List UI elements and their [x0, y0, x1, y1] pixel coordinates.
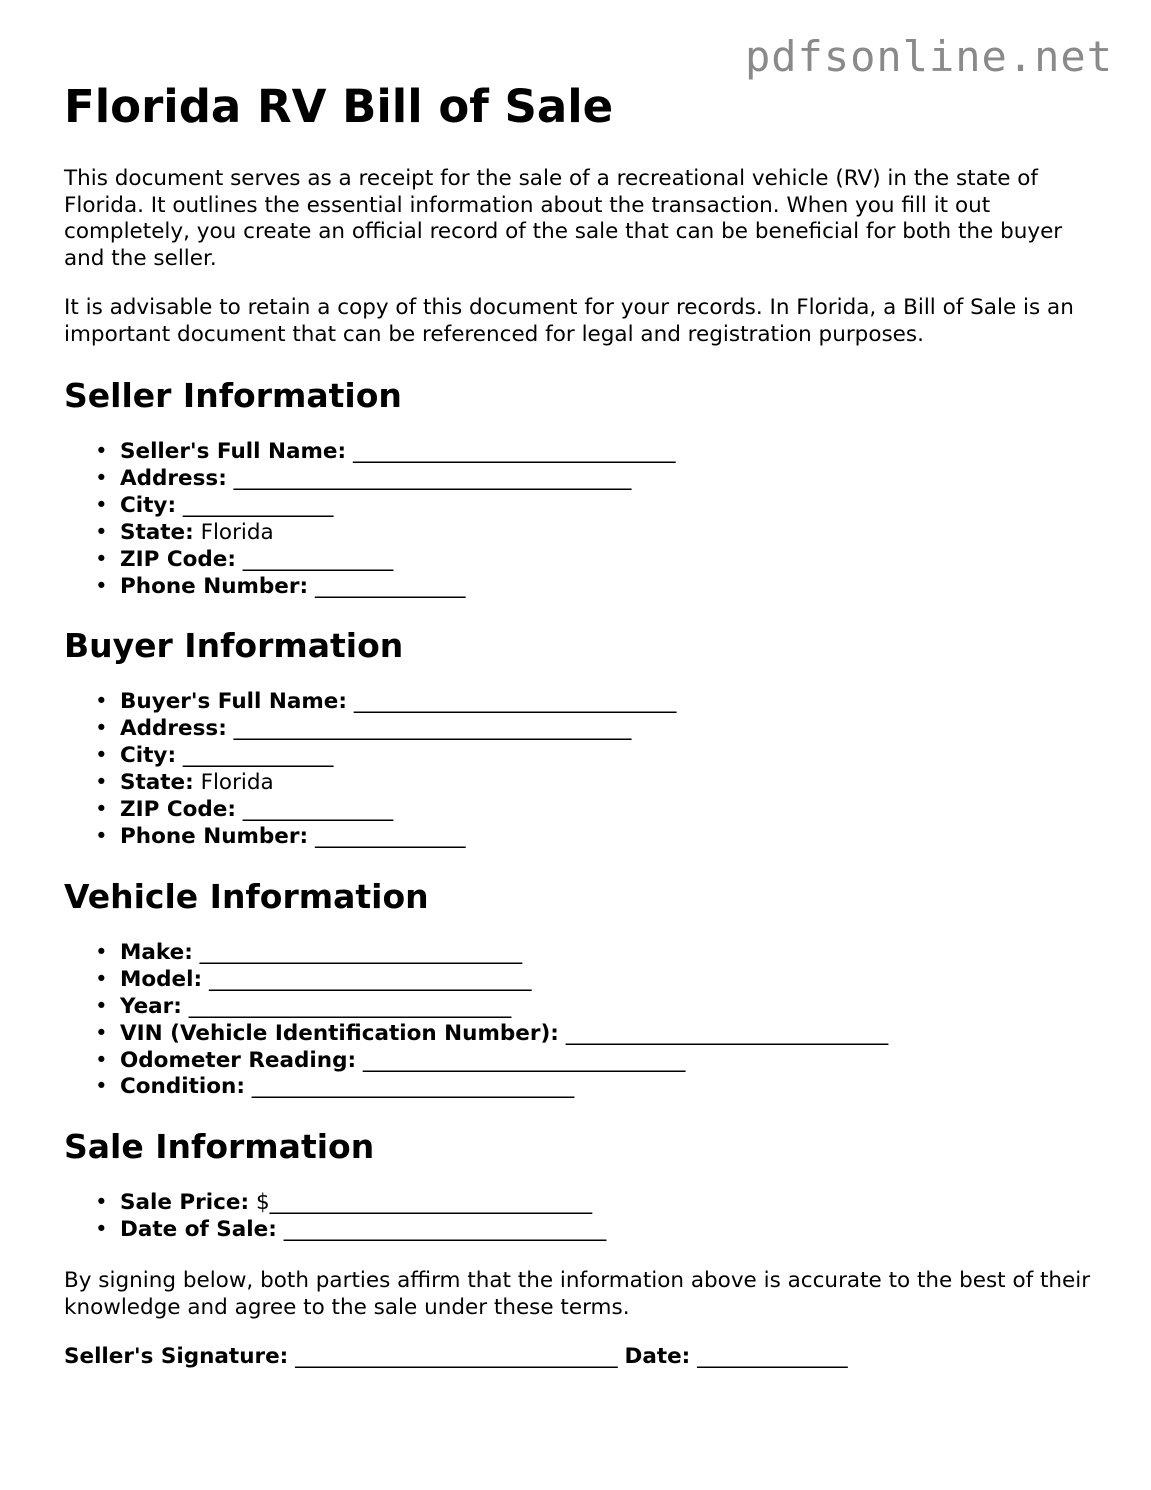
field-label: Buyer's Full Name:: [120, 689, 347, 715]
vehicle-vin-field[interactable]: [64, 1021, 1094, 1048]
field-blank[interactable]: ______________________________: [208, 966, 532, 992]
vehicle-field-list: [64, 940, 1094, 1101]
bullet-icon: •: [95, 966, 108, 992]
buyer-city-field[interactable]: [64, 743, 1094, 770]
document-page: [64, 78, 1094, 1371]
buyer-phone-field[interactable]: [64, 824, 1094, 851]
bullet-icon: •: [95, 993, 108, 1019]
sale-date-field[interactable]: [64, 1217, 1094, 1244]
intro-paragraph: This document serves as a receipt for the sale of a recreational vehicle (RV) in the state of Florida. It outlines the essential information about the transaction. When you fill it out completely, you create an official record of the sale that can be beneficial for both the buyer and the seller.: [64, 166, 1063, 271]
field-blank[interactable]: ______________________________: [353, 689, 677, 715]
field-label: Date of Sale:: [120, 1217, 277, 1243]
field-blank[interactable]: _____________________________________: [233, 465, 632, 491]
field-value: Florida: [200, 519, 274, 545]
field-label: Phone Number:: [120, 573, 309, 599]
field-label: Seller's Full Name:: [120, 439, 347, 464]
buyer-zip-field[interactable]: [64, 797, 1094, 824]
bullet-icon: •: [95, 573, 108, 599]
seller-zip-field[interactable]: [64, 547, 1094, 574]
vehicle-year-field[interactable]: [64, 994, 1094, 1021]
signature-date-blank[interactable]: ______________: [697, 1344, 848, 1370]
field-label: ZIP Code:: [120, 546, 236, 572]
bullet-icon: •: [95, 1074, 108, 1100]
field-label: Model:: [120, 966, 203, 992]
seller-city-field[interactable]: [64, 493, 1094, 520]
seller-signature-label: Seller's Signature:: [64, 1344, 289, 1370]
bullet-icon: •: [95, 492, 108, 518]
buyer-state-field: [64, 770, 1094, 797]
field-label: State:: [120, 770, 194, 796]
bullet-icon: •: [95, 465, 108, 491]
field-value: Florida: [200, 770, 274, 796]
bullet-icon: •: [95, 1020, 108, 1046]
field-label: City:: [120, 492, 177, 518]
bullet-icon: •: [95, 743, 108, 769]
seller-state-field: [64, 520, 1094, 547]
bullet-icon: •: [95, 770, 108, 796]
signature-date-label: Date:: [624, 1344, 691, 1370]
vehicle-condition-field[interactable]: [64, 1074, 1094, 1101]
vehicle-model-field[interactable]: [64, 967, 1094, 994]
field-label: Year:: [120, 993, 182, 1019]
bullet-icon: •: [95, 797, 108, 823]
bullet-icon: •: [95, 439, 108, 464]
field-blank[interactable]: ______________: [182, 492, 334, 518]
field-blank[interactable]: ______________________________: [283, 1217, 607, 1243]
field-label: Phone Number:: [120, 823, 309, 849]
field-label: Make:: [120, 939, 193, 965]
field-label: Address:: [120, 465, 227, 491]
bullet-icon: •: [95, 1217, 108, 1243]
bullet-icon: •: [95, 823, 108, 849]
field-blank[interactable]: ______________: [314, 573, 466, 599]
field-label: Condition:: [120, 1074, 245, 1100]
seller-signature-blank[interactable]: ______________________________: [295, 1344, 618, 1370]
bullet-icon: •: [95, 716, 108, 742]
field-label: Address:: [120, 716, 227, 742]
buyer-field-list: [64, 689, 1094, 850]
field-blank[interactable]: ______________: [182, 743, 334, 769]
sale-field-list: [64, 1190, 1094, 1244]
bullet-icon: •: [95, 1047, 108, 1073]
seller-field-list: [64, 439, 1094, 600]
document-title: Florida RV Bill of Sale: [64, 80, 614, 133]
vehicle-make-field[interactable]: [64, 940, 1094, 967]
seller-phone-field[interactable]: [64, 574, 1094, 601]
seller-full-name-field[interactable]: [64, 439, 1094, 466]
sale-price-field[interactable]: [64, 1190, 1094, 1217]
field-label: VIN (Vehicle Identification Number):: [120, 1020, 559, 1046]
field-blank[interactable]: ______________: [242, 546, 394, 572]
buyer-full-name-field[interactable]: [64, 689, 1094, 716]
buyer-section-heading: Buyer Information: [64, 626, 404, 666]
pdfsonline-watermark: pdfsonline.net: [744, 32, 1113, 81]
field-label: City:: [120, 743, 177, 769]
bullet-icon: •: [95, 689, 108, 715]
bullet-icon: •: [95, 1190, 108, 1216]
field-blank[interactable]: ______________________________: [199, 939, 523, 965]
vehicle-section-heading: Vehicle Information: [64, 876, 429, 916]
seller-address-field[interactable]: [64, 466, 1094, 493]
field-blank[interactable]: ______________________________: [362, 1047, 686, 1073]
field-blank[interactable]: ______________________________: [565, 1020, 889, 1046]
bullet-icon: •: [95, 939, 108, 965]
records-paragraph: It is advisable to retain a copy of this document for your records. In Florida, a Bill of Sale is an important document that can be referenced for legal and registration purposes.: [64, 295, 1074, 347]
field-label: ZIP Code:: [120, 797, 236, 823]
field-blank[interactable]: ______________: [242, 797, 394, 823]
field-blank[interactable]: $______________________________: [255, 1190, 593, 1216]
field-label: Odometer Reading:: [120, 1047, 357, 1073]
affirmation-paragraph: By signing below, both parties affirm that the information above is accurate to the best of their knowledge and agree to the sale under these terms.: [64, 1268, 1091, 1320]
field-blank[interactable]: ______________________________: [188, 993, 512, 1019]
signature-line: [64, 1344, 1094, 1371]
field-label: State:: [120, 519, 194, 545]
bullet-icon: •: [95, 519, 108, 545]
bullet-icon: •: [95, 546, 108, 572]
sale-section-heading: Sale Information: [64, 1127, 375, 1167]
field-blank[interactable]: _____________________________________: [233, 716, 632, 742]
vehicle-odometer-field[interactable]: [64, 1048, 1094, 1075]
field-blank[interactable]: ______________: [314, 823, 466, 849]
field-blank[interactable]: ______________________________: [251, 1074, 575, 1100]
buyer-address-field[interactable]: [64, 716, 1094, 743]
field-label: Sale Price:: [120, 1190, 250, 1216]
seller-section-heading: Seller Information: [64, 376, 402, 415]
field-blank[interactable]: ______________________________: [352, 439, 676, 464]
